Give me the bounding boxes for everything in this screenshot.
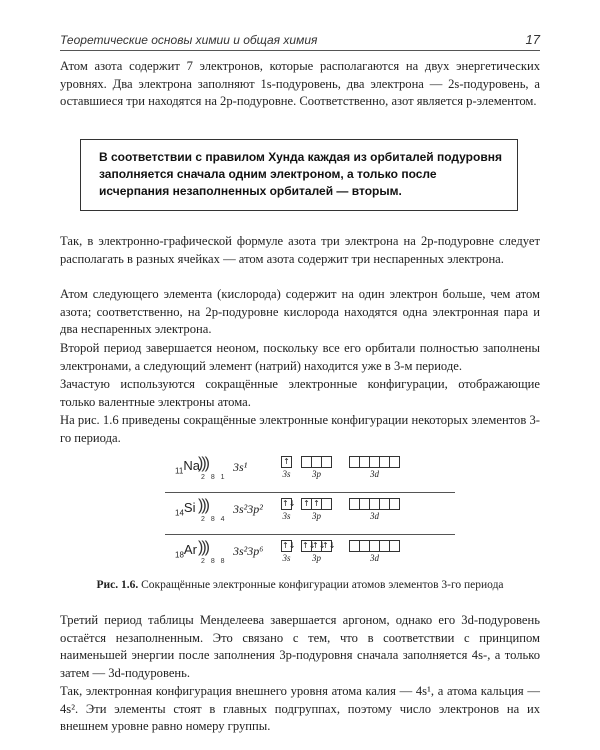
orbital-cell: ↑↓ [282, 541, 296, 550]
paragraph-oxygen: Атом следующего элемента (кислорода) содержит на один электрон больше, чем атом азота; соответственно, на 2p-подуровне кислорода находятся одна электронная пара и два неспаренных электрона. [60, 287, 540, 336]
header-title: Теоретические основы химии и общая химия [60, 33, 318, 47]
paragraph-short-config: Зачастую используются сокращённые электронные конфигурации, отображающие только валентные электроны атома. [60, 377, 540, 409]
page-number: 17 [525, 32, 540, 47]
element-row-ar [165, 534, 455, 574]
shells-arcs-icon: ))) [198, 497, 208, 514]
figure-1-6 [165, 450, 455, 580]
element-symbol [175, 500, 195, 518]
sublevel-label: 3s [282, 469, 291, 479]
orbital-cell [389, 456, 400, 468]
hund-rule-box: В соответствии с правилом Хунда каждая из орбиталей подуровня заполняется сначала одним электроном, а только после исчерпания незаполненных орбиталей — вторым. [80, 139, 518, 211]
paragraph-neon: Второй период завершается неоном, поскольку все его орбитали полностью заполнены электронами, а следующий элемент (натрий) находится уже в 3-м периоде. [60, 341, 540, 373]
caption-text: Сокращённые электронные конфигурации атомов элементов 3-го периода [141, 579, 504, 591]
orbital-cell [389, 498, 400, 510]
atomic-number: 18 [175, 550, 184, 560]
electron-config: 3s²3p⁶ [233, 544, 264, 558]
sublevel-label: 3d [370, 511, 379, 521]
shell-electron-counts: 2 8 8 [201, 558, 227, 565]
sublevel-label: 3p [312, 511, 321, 521]
paragraph-argon: Третий период таблицы Менделеева завершается аргоном, однако его 3d-подуровень остаётся незаполненным. Это связано с тем, что в соответствии с принципом наименьшей энергии после заполнения 3p-подуровня сначала заполняется 4s-, а только затем — 3d-подуровень. [60, 613, 540, 680]
orbital-cell [321, 456, 332, 468]
orbital-cell: ↑↓ [322, 541, 336, 550]
sublevel-label: 3p [312, 553, 321, 563]
element-symbol [175, 458, 200, 476]
element-symbol [175, 542, 197, 560]
orbital-cell: ↑↓ [282, 499, 296, 508]
figure-caption [60, 578, 540, 593]
orbital-cell: ↑↓ [302, 541, 316, 550]
orbital-cell [321, 498, 332, 510]
orbital-cell: ↑↓ [312, 541, 326, 550]
orbital-cell: ↑ [311, 498, 322, 510]
orbital-cell: ↑ [281, 456, 292, 468]
element-symbol-text: Si [183, 500, 196, 515]
caption-label: Рис. 1.6. [96, 579, 139, 591]
electron-config: 3s¹ [233, 460, 248, 474]
sublevel-label: 3d [370, 469, 379, 479]
sublevel-label: 3d [370, 553, 379, 563]
paragraph-figure-ref: На рис. 1.6 приведены сокращённые электронные конфигурации некоторых элементов 3-го периода. [60, 413, 540, 445]
sublevel-label: 3s [282, 553, 291, 563]
atomic-number: 11 [175, 466, 184, 476]
paragraph-nitrogen: Атом азота содержит 7 электронов, которые располагаются на двух энергетических уровнях. Два электрона заполняют 1s-подуровень, два электрона — 2s-подуровень, а оставшиеся три находятся на 2p-подуровне. Соответственно, азот является p-элементом. [60, 59, 540, 108]
shell-electron-counts: 2 8 4 [201, 516, 227, 523]
shell-electron-counts: 2 8 1 [201, 474, 227, 481]
orbital-cell: ↑ [301, 498, 312, 510]
atomic-number: 14 [175, 508, 184, 518]
electron-config: 3s²3p² [233, 502, 263, 516]
running-header [60, 32, 540, 51]
element-row-na [165, 450, 455, 490]
sublevel-label: 3s [282, 511, 291, 521]
paragraph-potassium: Так, электронная конфигурация внешнего уровня атома калия — 4s¹, а атома кальция — 4s². Эти элементы стоят в главных подгруппах, поэтому число электронов на их внешнем уровне равно номеру группы. [60, 684, 540, 733]
element-row-si [165, 492, 455, 532]
orbital-cell [389, 540, 400, 552]
shells-arcs-icon: ))) [198, 539, 208, 556]
paragraph-nitrogen-cells: Так, в электронно-графической формуле азота три электрона на 2p-подуровне следует располагать в разных ячейках — атом азота содержит три неспаренных электрона. [60, 234, 540, 266]
sublevel-label: 3p [312, 469, 321, 479]
element-symbol-text: Na [183, 458, 200, 473]
element-symbol-text: Ar [183, 542, 197, 557]
shells-arcs-icon: ))) [198, 455, 208, 472]
